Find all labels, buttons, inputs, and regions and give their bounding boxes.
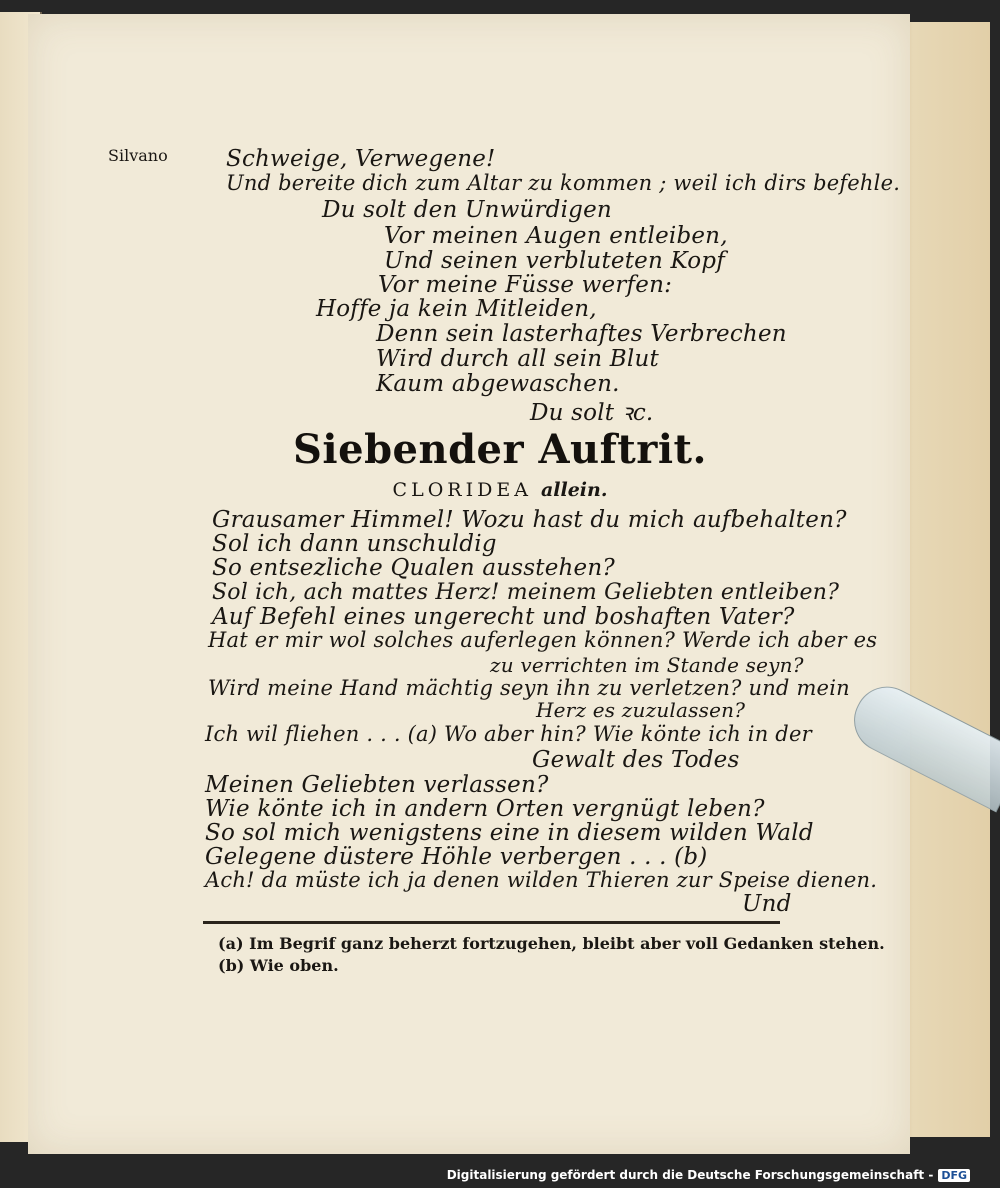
verse-line: Vor meine Füsse werfen: bbox=[378, 272, 673, 298]
verse-line: Schweige, Verwegene! bbox=[226, 146, 496, 172]
footnote: (a) Im Begrif ganz beherzt fortzugehen, bleibt aber voll Gedanken stehen. bbox=[218, 934, 885, 953]
dfg-logo: DFG bbox=[938, 1169, 970, 1182]
verse-line: Hoffe ja kein Mitleiden, bbox=[316, 296, 597, 322]
monologue-line: Auf Befehl eines ungerecht und boshaften Vater? bbox=[212, 604, 795, 630]
scene-character-note: allein. bbox=[540, 479, 608, 501]
verse-line: Du solt den Unwürdigen bbox=[322, 197, 612, 223]
monologue-line: Herz es zuzulassen? bbox=[536, 698, 746, 722]
verse-line: Kaum abgewaschen. bbox=[376, 371, 620, 397]
monologue-line: Wird meine Hand mächtig seyn ihn zu verletzen? und mein bbox=[208, 676, 850, 700]
monologue-line: So sol mich wenigstens eine in diesem wilden Wald bbox=[205, 820, 814, 846]
monologue-line: Meinen Geliebten verlassen? bbox=[205, 772, 549, 798]
verse-line: Und bereite dich zum Altar zu kommen ; weil ich dirs befehle. bbox=[226, 171, 901, 195]
scene-heading: Siebender Auftrit. bbox=[293, 426, 707, 473]
scene-subheading bbox=[0, 479, 1000, 501]
monologue-line: Grausamer Himmel! Wozu hast du mich aufbehalten? bbox=[212, 507, 847, 533]
verse-line: Wird durch all sein Blut bbox=[376, 346, 659, 372]
monologue-line: Ich wil fliehen . . . (a) Wo aber hin? Wie könte ich in der bbox=[205, 722, 812, 746]
monologue-line: Sol ich dann unschuldig bbox=[212, 531, 497, 557]
monologue-line: Ach! da müste ich ja denen wilden Thieren zur Speise dienen. bbox=[205, 868, 878, 892]
monologue-line: Gelegene düstere Höhle verbergen . . . (b) bbox=[205, 844, 708, 870]
monologue-line: Wie könte ich in andern Orten vergnügt leben? bbox=[205, 796, 765, 822]
speaker-label: Silvano bbox=[108, 146, 168, 165]
catchword: Und bbox=[742, 891, 792, 917]
monologue-line: Gewalt des Todes bbox=[532, 747, 740, 773]
monologue-line: Sol ich, ach mattes Herz! meinem Geliebten entleiben? bbox=[212, 580, 840, 605]
verse-line: Vor meinen Augen entleiben, bbox=[384, 223, 728, 249]
bleed-through-text bbox=[48, 154, 53, 174]
monologue-line: So entsezliche Qualen ausstehen? bbox=[212, 555, 615, 581]
verse-line: Und seinen verbluteten Kopf bbox=[384, 248, 725, 274]
scene-character: CLORIDEA bbox=[392, 479, 532, 501]
monologue-line: zu verrichten im Stande seyn? bbox=[490, 653, 804, 677]
footnote: (b) Wie oben. bbox=[218, 956, 339, 975]
verse-line: Denn sein lasterhaftes Verbrechen bbox=[376, 321, 787, 347]
credit-text: Digitalisierung gefördert durch die Deutsche Forschungsgemeinschaft - bbox=[446, 1168, 934, 1182]
digitization-credit bbox=[447, 1168, 970, 1182]
footnote-rule bbox=[203, 921, 780, 924]
verse-line: Du solt ꝛc. bbox=[530, 400, 654, 426]
monologue-line: Hat er mir wol solches auferlegen können? Werde ich aber es bbox=[208, 628, 878, 652]
